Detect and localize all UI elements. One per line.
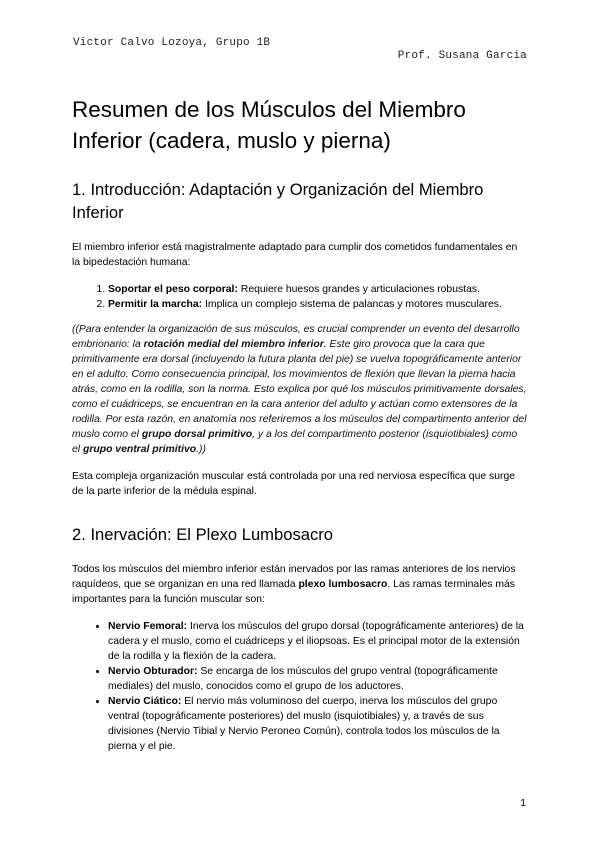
section1-heading: 1. Introducción: Adaptación y Organización del Miembro Inferior	[72, 180, 484, 222]
section2-list-item: • Nervio Ciático: El nervio más voluminoso del cuerpo, inerva los músculos del grupo ventral (topográficamente posteriores) del muslo (isquiotibiales) y, a través de sus divisiones (Nervio Tibial y Nervio Peroneo Común), controla todos los músculos de la pierna y el pie.	[108, 694, 528, 754]
section1-note: ((Para entender la organización de sus músculos, es crucial comprender un evento del desarrollo embrionario: la rotación medial del miembro inferior. Este giro provoca que la cara que primitivamente era dorsal (incluyendo la futura planta del pie) se vuelva topográficamente anterior en el adulto. Como consecuencia principal, los movimientos de flexión que llevan la pierna hacia atrás, como en la rodilla, son la norma. Esto explica por qué los músculos primitivamente dorsales, como el cuádriceps, se encuentran en la cara anterior del adulto y actúan como extensores de la rodilla. Por esta razón, en anatomía nos referiremos a los músculos del compartimento anterior del muslo como el grupo dorsal primitivo, y a los del compartimento posterior (isquiotibiales) como el grupo ventral primitivo.))	[72, 324, 527, 455]
section2-intro: Todos los músculos del miembro inferior están inervados por las ramas anteriores de los nervios raquídeos, que se organizan en una red llamada plexo lumbosacro. Las ramas terminales más importantes para la función muscular son:	[72, 564, 516, 605]
document-title: Resumen de los Músculos del Miembro Inferior (cadera, muslo y pierna)	[72, 97, 466, 153]
section2-list-item: • Nervio Femoral: Inerva los músculos del grupo dorsal (topográficamente anteriores) de la cadera y el muslo, como el cuádriceps y el iliopsoas. Es el principal motor de la extensión de la rodilla y la flexión de la cadera.	[108, 619, 528, 664]
section2-heading: 2. Inervación: El Plexo Lumbosacro	[72, 525, 334, 544]
section2-list-item: • Nervio Obturador: Se encarga de los músculos del grupo ventral (topográficamente mediales) del muslo, conocidos como el grupo de los aductores.	[108, 664, 528, 694]
header-author: Victor Calvo Lozoya, Grupo 1B	[73, 37, 271, 49]
header-professor: Prof. Susana Garcia	[397, 50, 527, 62]
section1-list-item: 1. Soportar el peso corporal: Requiere huesos grandes y articulaciones robustas.	[108, 282, 528, 297]
section1-list-item: 2. Permitir la marcha: Implica un complejo sistema de palancas y motores musculares.	[108, 297, 528, 312]
page-number: 1	[520, 798, 526, 809]
section1-closing: Esta compleja organización muscular está controlada por una red nerviosa específica que surge de la parte inferior de la médula espinal.	[72, 471, 516, 497]
section2-list	[72, 619, 528, 754]
document-body	[72, 94, 528, 764]
section1-intro: El miembro inferior está magistralmente adaptado para cumplir dos cometidos fundamentales en la bipedestación humana:	[72, 242, 518, 268]
section1-list	[72, 282, 528, 312]
